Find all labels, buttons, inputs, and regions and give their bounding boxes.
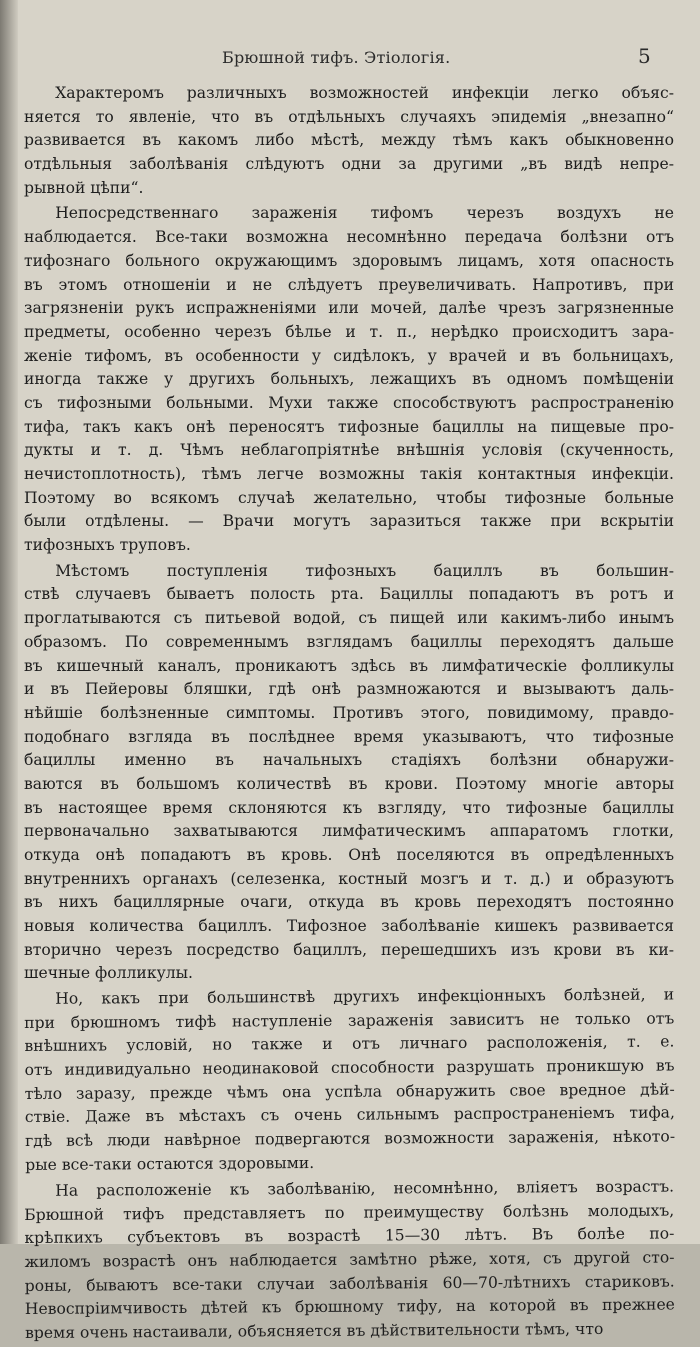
text-line: подобнаго взгляда въ послѣднее время указываютъ, что тифозные <box>24 727 674 746</box>
text-line: отъ индивидуально неодинаковой способности разрушать проникшую въ <box>24 1056 675 1080</box>
text-line: нѣйшіе болѣзненные симптомы. Противъ этого, повидимому, правдо- <box>24 703 674 722</box>
text-line: Характеромъ различныхъ возможностей инфекціи легко объяс- <box>24 84 674 102</box>
text-line: внутреннихъ органахъ (селезенка, костный мозгъ и т. д.) и образуютъ <box>24 869 674 888</box>
paragraph <box>24 82 674 200</box>
text-line: ваются въ большомъ количествѣ въ крови. Поэтому многіе авторы <box>24 774 674 793</box>
text-line: иногда также у другихъ больныхъ, лежащихъ въ одномъ помѣщеніи <box>24 370 674 389</box>
text-line: Невоспріимчивость дѣтей къ брюшному тифу, на которой въ прежнее <box>24 1295 675 1319</box>
text-line: загрязненіи рукъ испражненіями или мочей, далѣе чрезъ загрязненные <box>24 299 674 318</box>
text-line: образомъ. По современнымъ взглядамъ бациллы переходятъ дальше <box>24 632 674 651</box>
paragraph <box>24 202 674 557</box>
text-line: Но, какъ при большинствѣ другихъ инфекціонныхъ болѣзней, и <box>24 985 675 1009</box>
text-line: проглатываются съ питьевой водой, съ пищей или какимъ-либо инымъ <box>24 609 674 628</box>
paragraph <box>24 984 675 1178</box>
text-line: Поэтому во всякомъ случаѣ желательно, чтобы тифозные больные <box>24 488 674 507</box>
text-line: рывной цѣпи“. <box>24 178 144 197</box>
text-line: Непосредственнаго зараженія тифомъ черезъ воздухъ не <box>24 204 674 223</box>
page-number: 5 <box>638 44 651 68</box>
text-line: въ настоящее время склоняются къ взгляду, что тифозные бациллы <box>24 798 674 817</box>
text-line: дукты и т. д. Чѣмъ неблагопріятнѣе внѣшнія условія (скученность, <box>24 441 674 460</box>
text-line: въ этомъ отношеніи и не слѣдуетъ преувеличивать. Напротивъ, при <box>24 275 674 294</box>
text-line: ствѣ случаевъ бываетъ полость рта. Бациллы попадаютъ въ ротъ и <box>24 585 674 604</box>
text-line: первоначально захватываются лимфатическимъ аппаратомъ глотки, <box>24 822 674 841</box>
text-line: развивается въ какомъ либо мѣстѣ, между тѣмъ какъ обыкновенно <box>24 131 674 150</box>
text-line: и въ Пейеровы бляшки, гдѣ онѣ размножаются и вызываютъ даль- <box>24 680 674 699</box>
text-line: Мѣстомъ поступленія тифозныхъ бациллъ въ большин- <box>24 561 674 580</box>
text-line: Брюшной тифъ представляетъ по преимуществу болѣзнь молодыхъ, <box>24 1200 675 1224</box>
text-line: при брюшномъ тифѣ наступленіе зараженія зависитъ не только отъ <box>24 1009 675 1032</box>
text-line: тѣло заразу, прежде чѣмъ она успѣла обнаружить свое вредное дѣй- <box>24 1080 675 1103</box>
text-line: роны, бываютъ все-таки случаи заболѣванія 60—70-лѣтнихъ стариковъ. <box>24 1271 675 1295</box>
paragraph <box>24 1175 675 1345</box>
text-line: крѣпкихъ субъектовъ въ возрастѣ 15—30 лѣтъ. Въ болѣе по- <box>24 1224 675 1247</box>
text-line: няется то явленіе, что въ отдѣльныхъ случаяхъ эпидемія „внезапно“ <box>24 107 674 126</box>
paragraph <box>24 560 674 986</box>
text-line: съ тифозными больными. Мухи также способствуютъ распространенію <box>24 393 674 412</box>
text-line: наблюдается. Все-таки возможна несомнѣнно передача болѣзни отъ <box>24 228 674 247</box>
text-line: гдѣ всѣ люди навѣрное подвергаются возможности зараженія, нѣкото- <box>25 1127 676 1151</box>
text-line: откуда онѣ попадаютъ въ кровь. Онѣ поселяются въ опредѣленныхъ <box>24 846 674 864</box>
binding-shadow <box>0 0 18 1244</box>
text-line: жиломъ возрастѣ онъ наблюдается замѣтно рѣже, хотя, съ другой сто- <box>24 1248 675 1271</box>
text-line: въ нихъ бациллярные очаги, откуда въ кровь переходятъ постоянно <box>24 893 674 912</box>
body-text <box>24 82 674 1347</box>
text-line: шечные фолликулы. <box>24 964 194 983</box>
text-line: были отдѣлены. — Врачи могутъ заразиться также при вскрытіи <box>24 512 674 531</box>
text-line: бациллы именно въ начальныхъ стадіяхъ болѣзни обнаружи- <box>24 751 674 770</box>
text-line: въ кишечный каналъ, проникаютъ здѣсь въ лимфатическіе фолликулы <box>24 656 674 675</box>
text-line: тифа, такъ какъ онѣ переносятъ тифозные бациллы на пищевые про- <box>24 417 674 436</box>
running-head <box>0 40 700 80</box>
text-line: ствіе. Даже въ мѣстахъ съ очень сильнымъ распространеніемъ тифа, <box>24 1104 675 1127</box>
text-line: На расположеніе къ заболѣванію, несомнѣнно, вліяетъ возрастъ. <box>24 1177 675 1200</box>
text-line: рые все-таки остаются здоровыми. <box>25 1153 315 1174</box>
text-line: нечистоплотность), тѣмъ легче возможны такія контактныя инфекціи. <box>24 465 674 483</box>
text-line: внѣшнихъ условій, но также и отъ личнаго расположенія, т. е. <box>24 1032 675 1056</box>
text-line: женіе тифомъ, въ особенности у сидѣлокъ, у врачей и въ больницахъ, <box>24 346 674 365</box>
text-line: тифозныхъ труповъ. <box>24 536 191 555</box>
text-line: тифознаго больного окружающимъ здоровымъ лицамъ, хотя опасность <box>24 251 674 270</box>
text-line: время очень настаивали, объясняется въ дѣйствительности тѣмъ, что <box>25 1319 604 1342</box>
text-line: новыя количества бациллъ. Тифозное заболѣваніе кишекъ развивается <box>24 917 674 936</box>
header-title: Брюшной тифъ. Этіологія. <box>222 48 451 67</box>
text-line: вторично черезъ посредство бациллъ, перешедшихъ изъ крови въ ки- <box>24 940 674 959</box>
text-line: отдѣльныя заболѣванія слѣдуютъ одни за другими „въ видѣ непре- <box>24 155 674 174</box>
text-line: предметы, особенно черезъ бѣлье и т. п., нерѣдко происходитъ зара- <box>24 322 674 341</box>
